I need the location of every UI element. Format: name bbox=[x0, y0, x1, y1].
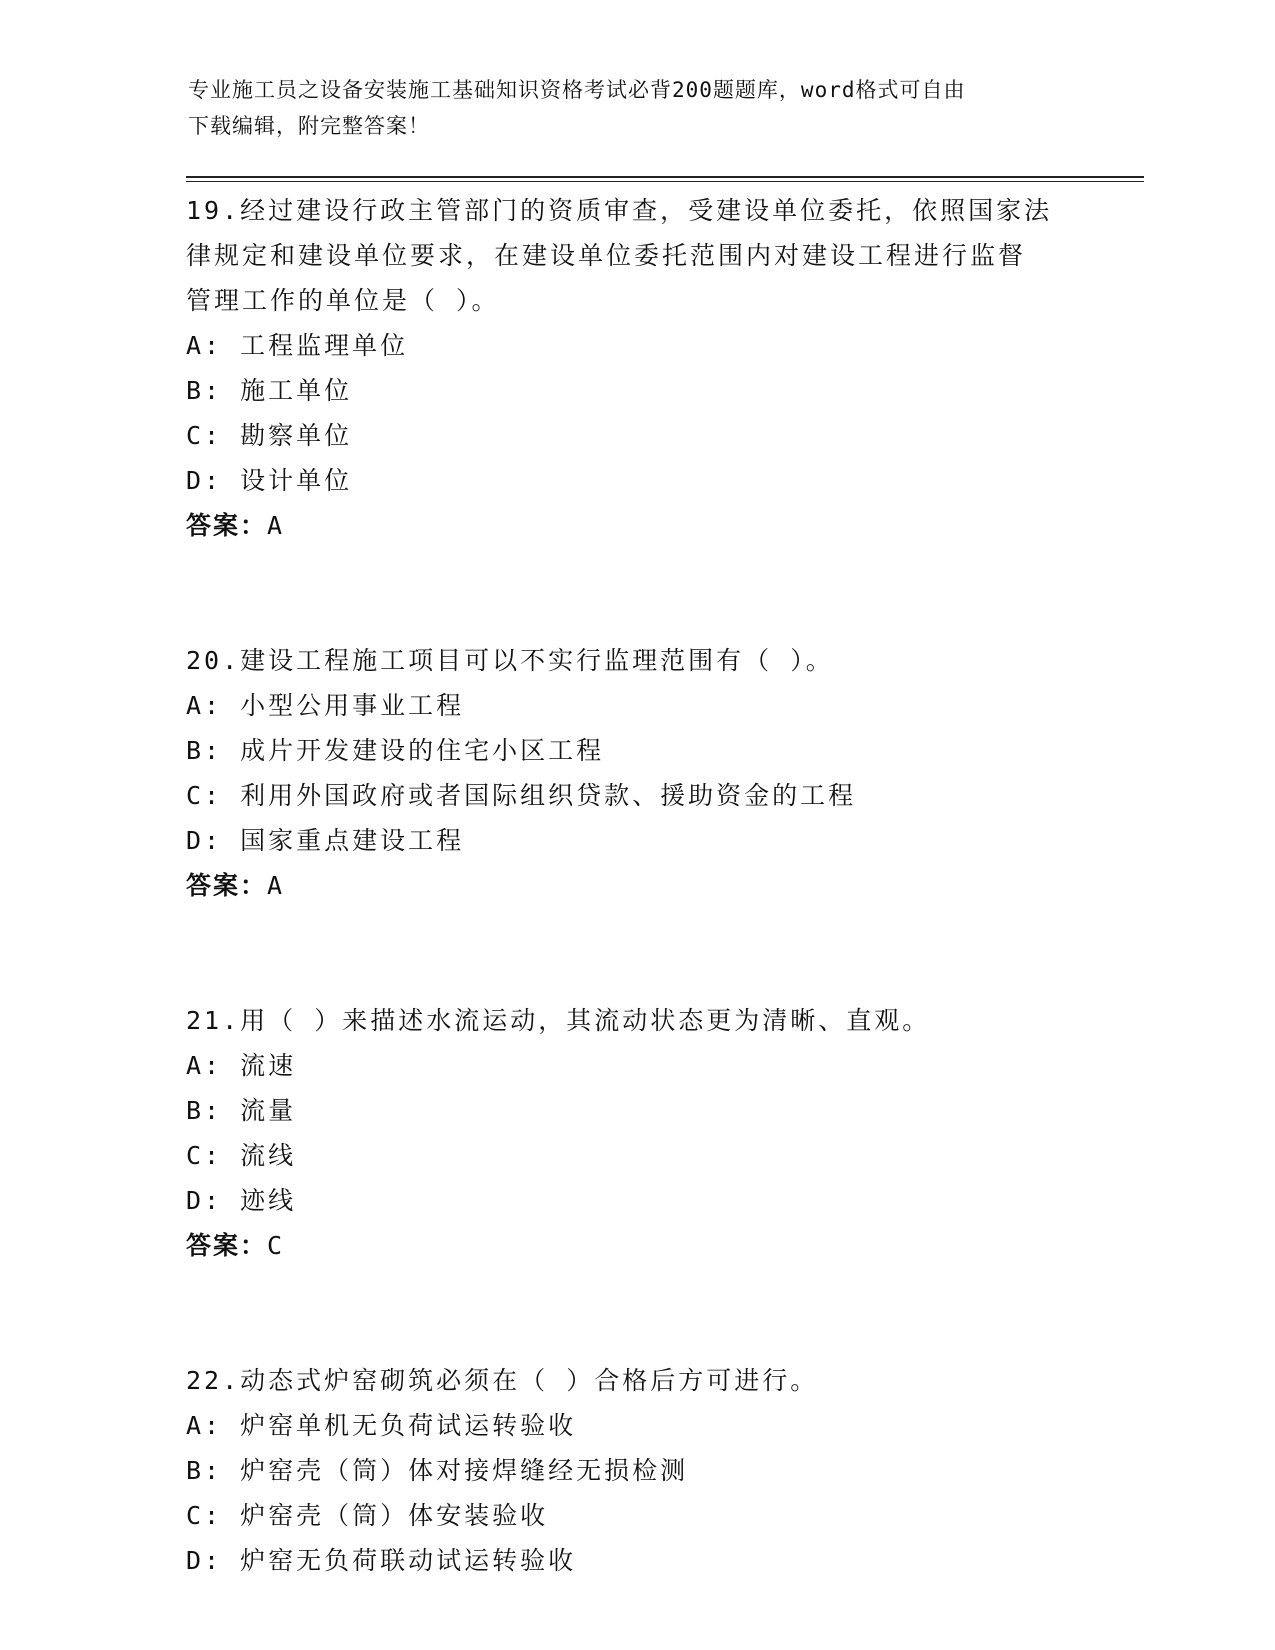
option-d: D: 设计单位 bbox=[186, 466, 353, 495]
answer-line bbox=[186, 1223, 1086, 1268]
option-b: B: 施工单位 bbox=[186, 376, 353, 405]
header-line-1: 专业施工员之设备安装施工基础知识资格考试必背200题题库，word格式可自由 bbox=[188, 78, 966, 102]
question-19 bbox=[186, 188, 1086, 548]
option-b: B: 炉窑壳（筒）体对接焊缝经无损检测 bbox=[186, 1456, 689, 1485]
option-c: C: 勘察单位 bbox=[186, 421, 353, 450]
answer-value: C bbox=[267, 1231, 286, 1260]
option-a: A: 流速 bbox=[186, 1051, 297, 1080]
answer-value: A bbox=[267, 511, 286, 540]
option-c: C: 流线 bbox=[186, 1141, 297, 1170]
option-b: B: 流量 bbox=[186, 1096, 297, 1125]
question-21 bbox=[186, 998, 1086, 1268]
option-a: A: 工程监理单位 bbox=[186, 331, 409, 360]
header-divider-thick bbox=[186, 176, 1144, 178]
option-b: B: 成片开发建设的住宅小区工程 bbox=[186, 736, 605, 765]
option-c: C: 利用外国政府或者国际组织贷款、援助资金的工程 bbox=[186, 781, 857, 810]
answer-label: 答案： bbox=[186, 1231, 268, 1260]
header-line-2: 下载编辑，附完整答案！ bbox=[188, 114, 430, 138]
question-stem-line: 管理工作的单位是（ ）。 bbox=[186, 286, 500, 315]
option-d: D: 国家重点建设工程 bbox=[186, 826, 465, 855]
question-stem-line: 19.经过建设行政主管部门的资质审查，受建设单位委托，依照国家法 bbox=[186, 196, 1053, 225]
question-stem-line: 21.用（ ）来描述水流运动，其流动状态更为清晰、直观。 bbox=[186, 1006, 931, 1035]
question-stem-line: 22.动态式炉窑砌筑必须在（ ）合格后方可进行。 bbox=[186, 1366, 819, 1395]
answer-label: 答案： bbox=[186, 511, 268, 540]
option-a: A: 炉窑单机无负荷试运转验收 bbox=[186, 1411, 577, 1440]
option-c: C: 炉窑壳（筒）体安装验收 bbox=[186, 1501, 549, 1530]
option-d: D: 迹线 bbox=[186, 1186, 297, 1215]
answer-value: A bbox=[267, 871, 286, 900]
question-stem-line: 20.建设工程施工项目可以不实行监理范围有（ ）。 bbox=[186, 646, 834, 675]
question-20 bbox=[186, 638, 1086, 908]
answer-line bbox=[186, 503, 1086, 548]
answer-label: 答案： bbox=[186, 871, 268, 900]
option-a: A: 小型公用事业工程 bbox=[186, 691, 465, 720]
question-stem-line: 律规定和建设单位要求，在建设单位委托范围内对建设工程进行监督 bbox=[186, 241, 1027, 270]
header-divider-thin bbox=[186, 181, 1144, 182]
question-22 bbox=[186, 1358, 1086, 1583]
document-header bbox=[188, 72, 1068, 144]
answer-line bbox=[186, 863, 1086, 908]
option-d: D: 炉窑无负荷联动试运转验收 bbox=[186, 1546, 577, 1575]
question-list bbox=[186, 188, 1086, 1583]
